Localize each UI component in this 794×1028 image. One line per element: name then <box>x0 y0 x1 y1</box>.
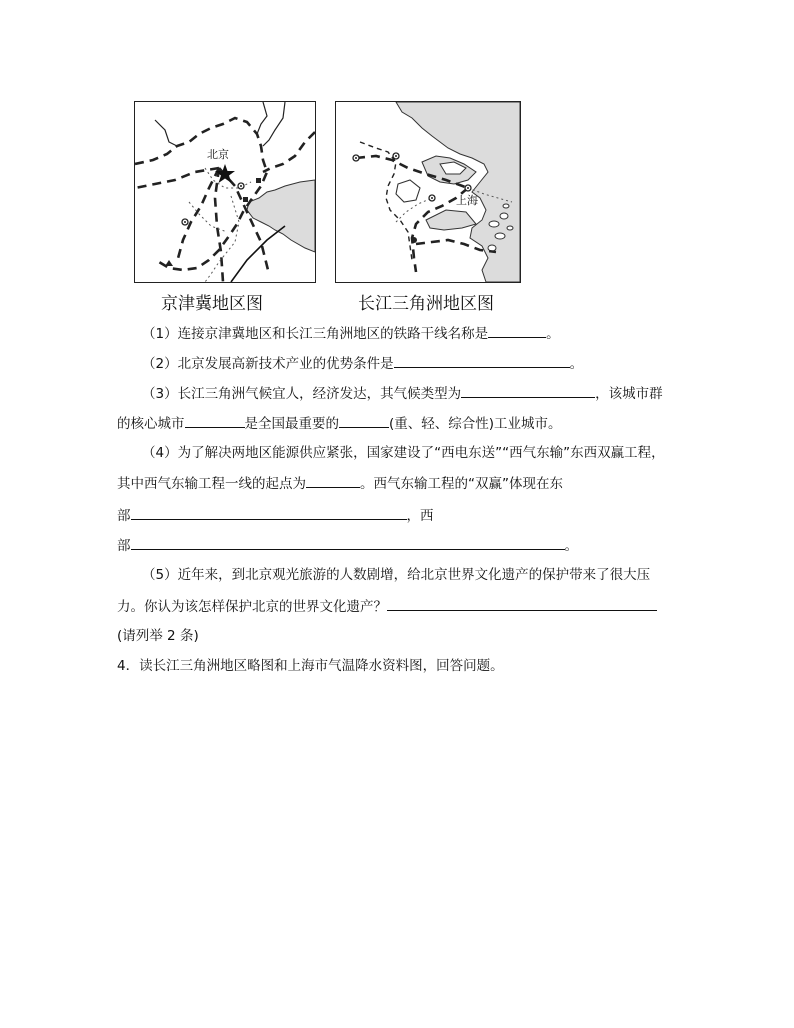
question-4-line-3-start: 部 <box>117 508 131 524</box>
yangtze-delta-map-drawing <box>336 102 520 282</box>
question-4-line-1 <box>142 443 665 463</box>
question-5-line-1 <box>142 565 650 585</box>
question-4-text: （4）为了解决两地区能源供应紧张，国家建设了“西电东送”“西气东输”东西双赢工程， <box>142 445 665 461</box>
question-5-line-2-text: 力。你认为该怎样保护北京的世界文化遗产？ <box>117 599 387 615</box>
question-5-note: (请列举 2 条) <box>117 628 199 644</box>
jingjinji-map-caption: 京津冀地区图 <box>161 294 263 314</box>
jingjinji-map <box>134 101 316 283</box>
question-4-line-3-end: ，西 <box>406 508 434 524</box>
question-2-blank[interactable] <box>394 353 570 368</box>
question-3-line-2-end: (重、轻、综合性)工业城市。 <box>389 416 562 432</box>
shanghai-label: 上海 <box>456 194 478 207</box>
question-4-heading <box>117 656 504 676</box>
question-3-line-2-start: 的核心城市 <box>117 416 185 432</box>
question-5-line-2 <box>117 596 657 617</box>
question-2-text: （2）北京发展高新技术产业的优势条件是 <box>142 356 394 372</box>
question-4-line-4 <box>117 535 578 556</box>
question-1-text: （1）连接京津冀地区和长江三角洲地区的铁路干线名称是 <box>142 326 489 342</box>
question-3-line-2-mid: 是全国最重要的 <box>244 416 339 432</box>
question-3-line-1 <box>142 383 663 404</box>
question-3-line-2 <box>117 413 562 434</box>
question-2 <box>142 353 583 374</box>
question-3-line-1-end: ，该城市群 <box>595 386 663 402</box>
west-benefit-blank[interactable] <box>131 535 565 550</box>
question-4-line-4-start: 部 <box>117 538 131 554</box>
yangtze-delta-map <box>335 101 521 283</box>
maps-figure <box>0 0 794 320</box>
question-4-line-3 <box>117 505 434 526</box>
question-5-text: （5）近年来，到北京观光旅游的人数剧增，给北京世界文化遗产的保护带来了很大压 <box>142 567 651 583</box>
question-4-line-2-start: 其中西气东输工程一线的起点为 <box>117 476 306 492</box>
beijing-label: 北京 <box>207 148 229 161</box>
industry-type-blank[interactable] <box>339 413 389 428</box>
core-city-blank[interactable] <box>185 413 245 428</box>
east-benefit-blank[interactable] <box>131 505 407 520</box>
question-4-line-4-end: 。 <box>564 538 578 554</box>
question-1-blank[interactable] <box>488 323 546 338</box>
question-1-end: 。 <box>546 326 560 342</box>
question-3-text: （3）长江三角洲气候宜人，经济发达，其气候类型为 <box>142 386 462 402</box>
question-4-line-2-end: 。西气东输工程的“双赢”体现在东 <box>360 476 563 492</box>
heritage-protection-blank[interactable] <box>387 596 657 611</box>
pipeline-start-blank[interactable] <box>306 473 360 488</box>
question-4-heading-text: 4．读长江三角洲地区略图和上海市气温降水资料图，回答问题。 <box>117 658 504 674</box>
climate-type-blank[interactable] <box>461 383 595 398</box>
question-5-line-3 <box>117 626 199 646</box>
question-1 <box>142 323 560 344</box>
question-4-line-2 <box>117 473 563 494</box>
yangtze-delta-map-caption: 长江三角洲地区图 <box>358 294 494 314</box>
question-2-end: 。 <box>569 356 584 372</box>
jingjinji-map-drawing <box>135 102 315 282</box>
